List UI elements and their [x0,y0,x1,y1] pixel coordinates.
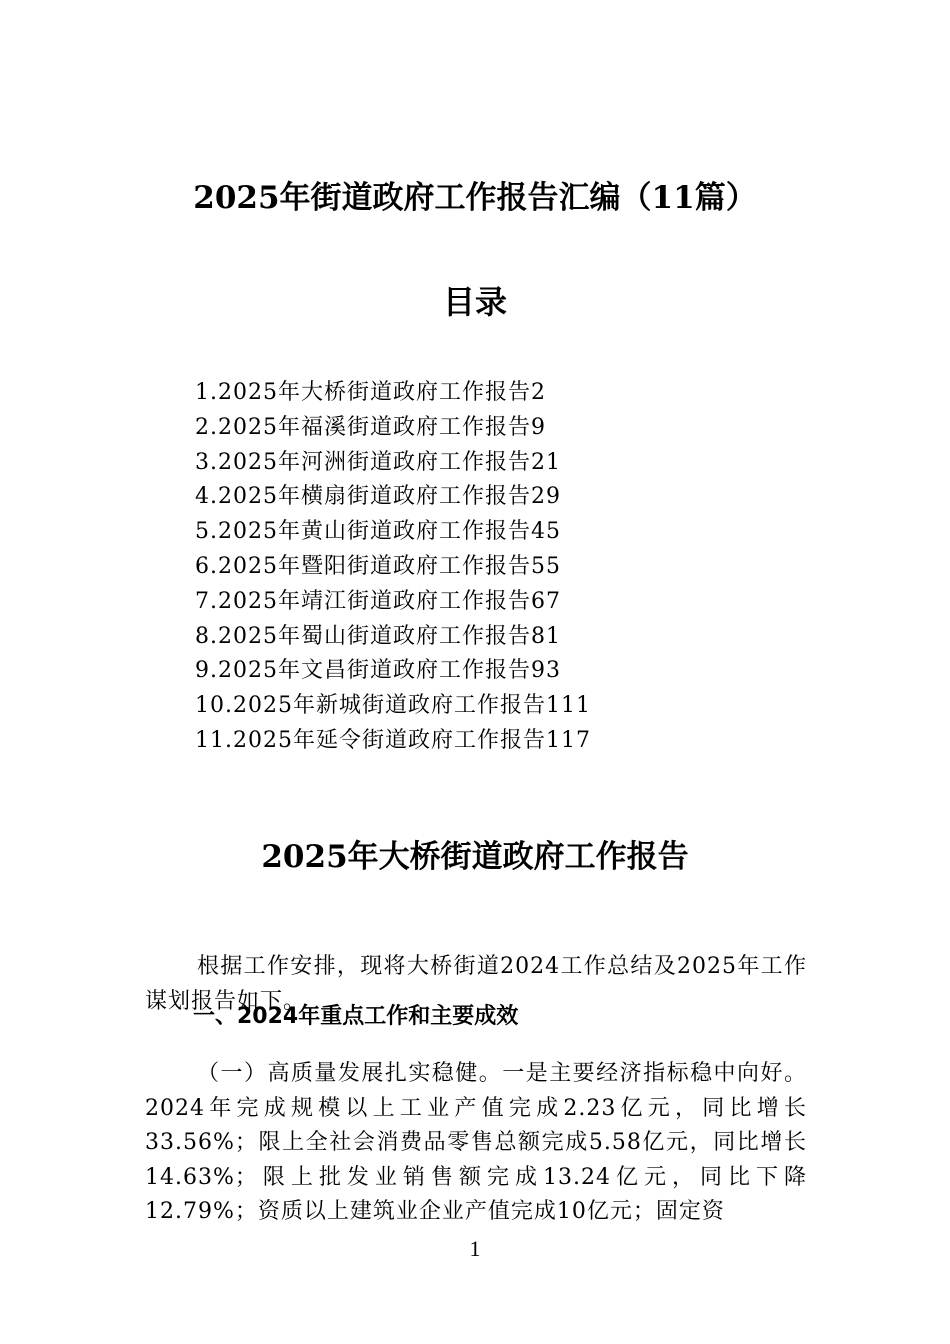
document-title: 2025年街道政府工作报告汇编（11篇） [193,180,757,216]
toc-item[interactable]: 11.2025年延令街道政府工作报告117 [195,727,591,753]
toc-item[interactable]: 10.2025年新城街道政府工作报告111 [195,693,591,719]
toc-item[interactable]: 1.2025年大桥街道政府工作报告2 [195,380,546,405]
toc-item[interactable]: 8.2025年蜀山街道政府工作报告81 [195,623,561,649]
toc-item[interactable]: 6.2025年暨阳街道政府工作报告55 [195,553,561,579]
toc-item[interactable]: 3.2025年河洲街道政府工作报告21 [195,449,561,475]
toc-item[interactable]: 7.2025年靖江街道政府工作报告67 [195,588,561,614]
section-title: 2025年大桥街道政府工作报告 [261,839,689,875]
body-paragraph: （一）高质量发展扎实稳健。一是主要经济指标稳中向好。2024年完成规模以上工业产值完成2.23亿元，同比增长33.56%；限上全社会消费品零售总额完成5.58亿元，同比增长14.63%；限上批发业销售额完成13.24亿元，同比下降12.79%；资质以上建筑业企业产值完成10亿元；固定资 [145,1061,807,1225]
toc-item[interactable]: 5.2025年黄山街道政府工作报告45 [195,519,561,545]
toc-heading: 目录 [442,283,507,321]
section-heading: 一、2024年重点工作和主要成效 [193,1004,519,1029]
toc-item[interactable]: 9.2025年文昌街道政府工作报告93 [195,658,561,684]
page-number: 1 [469,1236,481,1261]
toc-item[interactable]: 2.2025年福溪街道政府工作报告9 [195,414,546,440]
toc-item[interactable]: 4.2025年横扇街道政府工作报告29 [195,484,561,510]
intro-paragraph: 根据工作安排，现将大桥街道2024工作总结及2025年工作谋划报告如下。 [145,954,807,1014]
table-of-contents [195,376,591,759]
